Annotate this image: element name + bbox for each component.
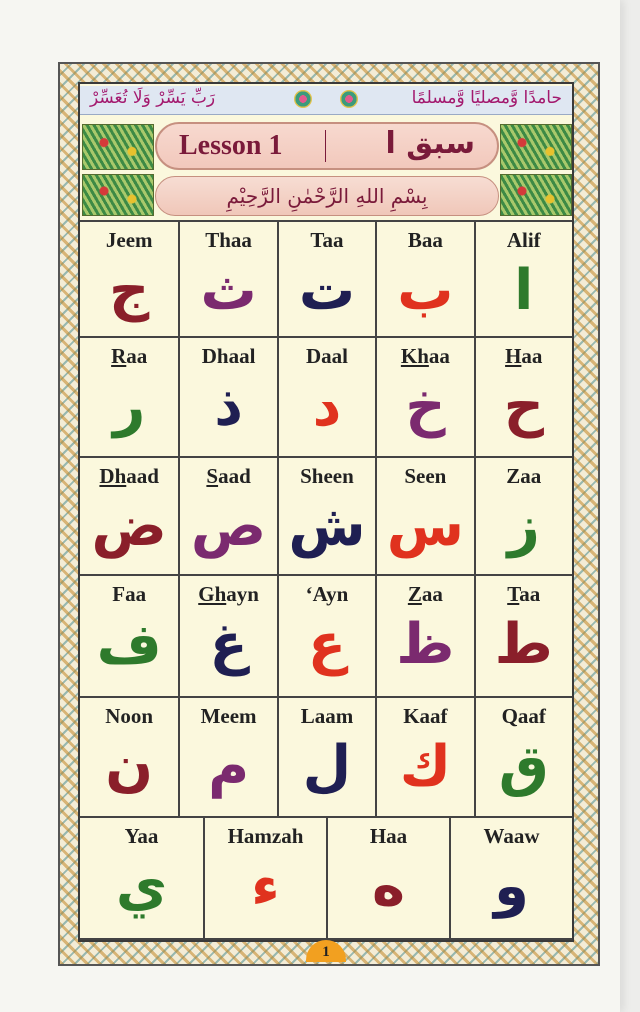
letter-cell xyxy=(178,338,276,456)
letter-name: Baa xyxy=(407,228,443,252)
letter-name: Seen xyxy=(404,464,447,488)
letter-name: Qaaf xyxy=(501,704,546,728)
arabic-letter: ط xyxy=(494,612,553,677)
arabic-letter: ج xyxy=(109,258,150,323)
arabic-letter: ظ xyxy=(396,612,455,677)
letter-name: Dhaal xyxy=(201,344,256,368)
arabic-letter: ي xyxy=(115,854,168,919)
floral-corner-icon xyxy=(500,174,572,216)
letter-cell xyxy=(80,338,178,456)
letter-cell xyxy=(203,818,326,938)
letter-name-underlined: S xyxy=(206,464,219,488)
letter-name-underlined: H xyxy=(505,344,522,368)
letter-row xyxy=(80,698,572,818)
letter-name: Alif xyxy=(506,228,541,252)
lesson-banner xyxy=(155,122,499,170)
letter-cell xyxy=(326,818,449,938)
letter-name-rest: aa xyxy=(126,344,148,368)
letter-cell xyxy=(178,458,276,574)
arabic-letter: ز xyxy=(507,494,540,559)
arabic-letter: ل xyxy=(302,734,352,799)
letter-name: Hamzah xyxy=(227,824,304,848)
letter-name-rest: ayn xyxy=(226,582,259,606)
letter-cell xyxy=(277,698,375,816)
letter-name xyxy=(476,344,572,369)
letter-cell xyxy=(80,576,178,696)
letter-cell xyxy=(80,222,178,336)
letter-cell xyxy=(277,222,375,336)
letter-cell xyxy=(474,222,572,336)
bismillah-banner xyxy=(155,176,499,216)
page-number: 1 xyxy=(306,940,346,962)
letter-name: Laam xyxy=(300,704,354,728)
letter-cell xyxy=(375,222,473,336)
letter-cell xyxy=(474,338,572,456)
letter-row xyxy=(80,338,572,458)
letter-cell xyxy=(375,576,473,696)
letter-name: Daal xyxy=(305,344,348,368)
floral-corner-icon xyxy=(82,174,154,216)
letter-name: Noon xyxy=(105,704,154,728)
arabic-letter: ذ xyxy=(214,374,243,439)
letter-name: Jeem xyxy=(105,228,153,252)
letter-name: Thaa xyxy=(205,228,252,252)
arabic-letter: ع xyxy=(307,612,347,677)
letter-name: Sheen xyxy=(300,464,354,488)
header-dua-left: رَبِّ يَسِّرْ وَلَا تُعَسِّرْ xyxy=(90,88,216,108)
letter-row xyxy=(80,458,572,576)
letter-name xyxy=(180,582,276,607)
letter-name-underlined: Gh xyxy=(198,582,227,606)
arabic-letter: م xyxy=(208,734,250,799)
letter-cell xyxy=(277,338,375,456)
letter-cell xyxy=(178,698,276,816)
arabic-letter: و xyxy=(494,854,529,919)
letter-name-underlined: R xyxy=(111,344,127,368)
letter-name: Zaa xyxy=(506,464,542,488)
alphabet-grid xyxy=(80,220,572,940)
letter-name-rest: aa xyxy=(428,344,450,368)
letter-row xyxy=(80,818,572,940)
letter-name: Haa xyxy=(369,824,408,848)
letter-cell xyxy=(178,576,276,696)
letter-name-underlined: Kh xyxy=(400,344,429,368)
letter-cell xyxy=(178,222,276,336)
floral-ornament-icon xyxy=(294,88,358,110)
arabic-letter: ر xyxy=(113,374,146,439)
arabic-letter: د xyxy=(312,374,342,439)
letter-name-rest: aa xyxy=(421,582,443,606)
letter-cell xyxy=(375,698,473,816)
letter-cell xyxy=(375,338,473,456)
floral-corner-icon xyxy=(82,124,154,170)
arabic-letter: غ xyxy=(209,612,248,677)
arabic-letter: ض xyxy=(91,494,167,559)
arabic-letter: ه xyxy=(371,854,406,919)
letter-name xyxy=(180,464,276,489)
letter-name-rest: aad xyxy=(126,464,159,488)
floral-corner-icon xyxy=(500,124,572,170)
letter-name xyxy=(476,582,572,607)
arabic-letter: ن xyxy=(105,734,154,799)
arabic-letter: ك xyxy=(399,734,452,799)
letter-name: ‘Ayn xyxy=(305,582,349,606)
letter-name-rest: aa xyxy=(521,344,543,368)
arabic-letter: ث xyxy=(200,258,257,323)
letter-row xyxy=(80,222,572,338)
header-strip xyxy=(80,86,572,115)
letter-name xyxy=(80,464,178,489)
letter-row xyxy=(80,576,572,698)
arabic-letter: ء xyxy=(251,854,280,919)
letter-cell xyxy=(474,576,572,696)
arabic-letter: ت xyxy=(298,258,356,323)
arabic-letter: ا xyxy=(514,258,534,323)
letter-name-rest: aad xyxy=(218,464,251,488)
letter-name: Meem xyxy=(200,704,257,728)
letter-name: Faa xyxy=(112,582,147,606)
letter-cell xyxy=(277,576,375,696)
letter-name-underlined: Dh xyxy=(99,464,127,488)
letter-cell xyxy=(474,698,572,816)
lesson-title-en: Lesson 1 xyxy=(179,130,283,161)
arabic-letter: ش xyxy=(288,494,366,559)
letter-name-underlined: Z xyxy=(407,582,422,606)
letter-cell xyxy=(474,458,572,574)
letter-cell xyxy=(277,458,375,574)
arabic-letter: س xyxy=(386,494,464,559)
arabic-letter: ب xyxy=(397,258,454,323)
letter-cell xyxy=(375,458,473,574)
letter-name: Kaaf xyxy=(403,704,448,728)
letter-name: Taa xyxy=(310,228,344,252)
letter-name: Waaw xyxy=(483,824,540,848)
lesson-title-ar: سبق ا xyxy=(385,126,475,161)
letter-cell xyxy=(80,698,178,816)
letter-cell xyxy=(80,458,178,574)
arabic-letter: ق xyxy=(498,734,549,799)
arabic-letter: ف xyxy=(96,612,162,677)
letter-cell xyxy=(80,818,203,938)
bismillah-text: بِسْمِ اللهِ الرَّحْمٰنِ الرَّحِيْمِ xyxy=(226,184,428,208)
letter-name-rest: aa xyxy=(519,582,541,606)
arabic-letter: ص xyxy=(190,494,267,559)
letter-cell xyxy=(449,818,572,938)
letter-name xyxy=(377,344,473,369)
letter-name xyxy=(377,582,473,607)
letter-name-underlined: T xyxy=(507,582,520,606)
letter-name: Yaa xyxy=(124,824,159,848)
arabic-letter: خ xyxy=(405,374,446,439)
letter-name xyxy=(80,344,178,369)
arabic-letter: ح xyxy=(503,374,544,439)
divider xyxy=(325,130,326,162)
header-dua-right: حامدًا وَّمصليًا وَّمسلمًا xyxy=(411,88,562,108)
